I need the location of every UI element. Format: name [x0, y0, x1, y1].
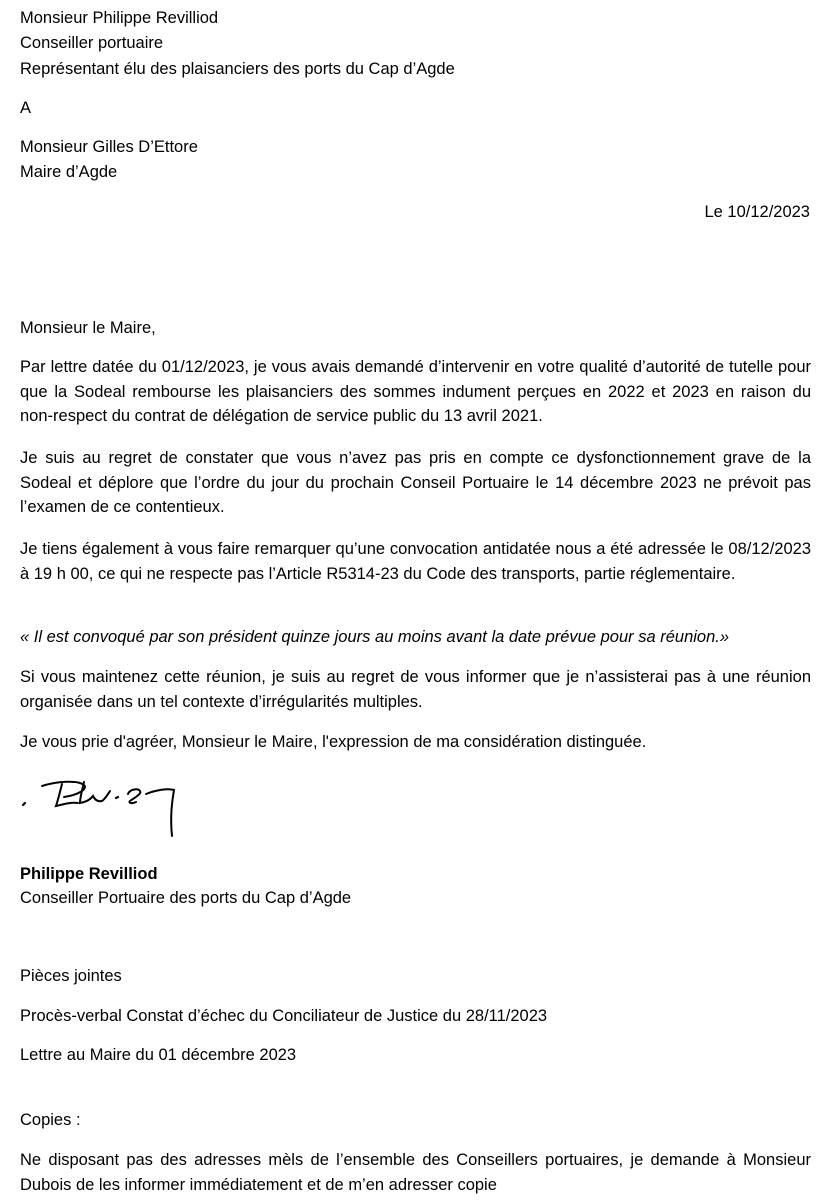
handwritten-signature-icon: [20, 776, 190, 842]
sender-mandate: Représentant élu des plaisanciers des ports du Cap d’Agde: [20, 60, 455, 78]
paragraph-5: Si vous maintenez cette réunion, je suis au regret de vous informer que je n’assisterai pas à une réunion organisée dans un tel contexte d’irrégularités multiples.: [20, 668, 811, 711]
salutation: Monsieur le Maire,: [20, 319, 156, 337]
recipient-role: Maire d’Agde: [20, 163, 118, 181]
sender-name: Monsieur Philippe Revilliod: [20, 9, 219, 27]
paragraph-2: Je suis au regret de constater que vous n’avez pas pris en compte ce dysfonctionnement grave de la Sodeal et déplore que l’ordre du jour du prochain Conseil Portuaire le 14 décembre 2023 ne prévoit pas l’examen de ce contentieux.: [20, 449, 811, 516]
quote-paragraph: « Il est convoqué par son président quinze jours au moins avant la date prévue pour sa réunion.»: [20, 628, 730, 646]
letter-date: Le 10/12/2023: [704, 203, 810, 221]
signatory-title: Conseiller Portuaire des ports du Cap d’Agde: [20, 889, 352, 907]
recipient-name: Monsieur Gilles D’Ettore: [20, 138, 198, 156]
sender-role: Conseiller portuaire: [20, 34, 164, 52]
to-marker: A: [20, 99, 32, 117]
attachment-item-2: Lettre au Maire du 01 décembre 2023: [20, 1046, 297, 1064]
copies-heading: Copies :: [20, 1111, 81, 1129]
signatory-name: Philippe Revilliod: [20, 865, 158, 883]
paragraph-3: Je tiens également à vous faire remarquer qu’une convocation antidatée nous a été adressée le 08/12/2023 à 19 h 00, ce qui ne respecte pas l’Article R5314-23 du Code des transports, partie réglementaire.: [20, 540, 811, 583]
copies-text: Ne disposant pas des adresses mèls de l’ensemble des Conseillers portuaires, je demande à Monsieur Dubois de les informer immédiatement et de m’en adresser copie: [20, 1151, 811, 1194]
attachments-heading: Pièces jointes: [20, 967, 122, 985]
attachment-item-1: Procès-verbal Constat d’échec du Conciliateur de Justice du 28/11/2023: [20, 1007, 548, 1025]
paragraph-1: Par lettre datée du 01/12/2023, je vous avais demandé d’intervenir en votre qualité d’autorité de tutelle pour que la Sodeal rembourse les plaisanciers des sommes indument perçues en 2022 et 2023 en raison du non-respect du contrat de délégation de service public du 13 avril 2021.: [20, 358, 811, 425]
closing-formula: Je vous prie d'agréer, Monsieur le Maire, l'expression de ma considération distinguée.: [20, 733, 647, 751]
